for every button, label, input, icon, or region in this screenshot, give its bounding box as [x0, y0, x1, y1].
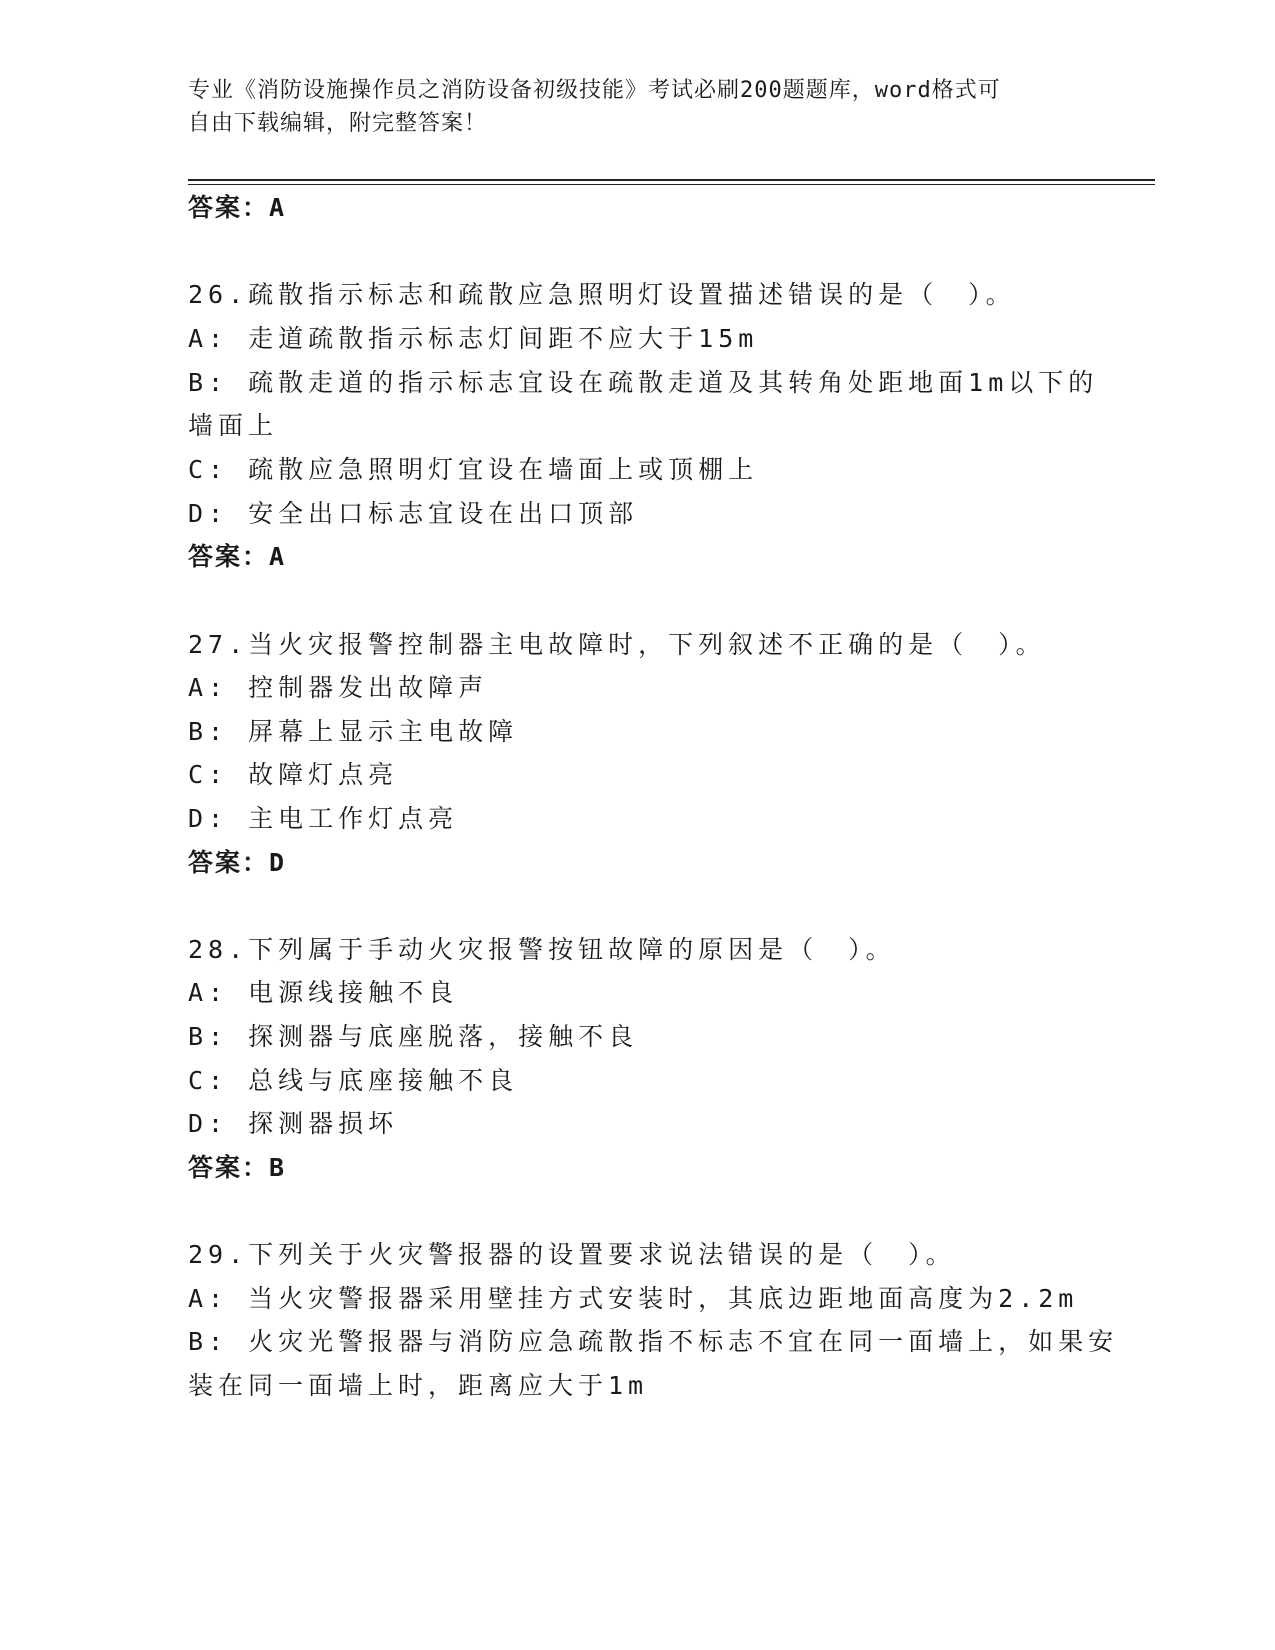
option-a: A: 电源线接触不良 [188, 978, 459, 1007]
option-c: C: 故障灯点亮 [188, 760, 399, 789]
option-d: D: 安全出口标志宜设在出口顶部 [188, 499, 639, 528]
option-b: B: 探测器与底座脱落，接触不良 [188, 1022, 639, 1051]
question-title: 26.疏散指示标志和疏散应急照明灯设置描述错误的是（ ）。 [188, 280, 1016, 309]
header-line-1: 专业《消防设施操作员之消防设备初级技能》考试必刷200题题库，word格式可 [188, 78, 1001, 103]
option-d: D: 探测器损坏 [188, 1109, 399, 1138]
option-a: A: 走道疏散指示标志灯间距不应大于15m [188, 324, 759, 353]
option-b-continued: 墙面上 [188, 411, 279, 440]
header-line-2: 自由下载编辑，附完整答案！ [188, 111, 488, 136]
question-title: 28.下列属于手动火灾报警按钮故障的原因是（ ）。 [188, 935, 896, 964]
question-title: 29.下列关于火灾警报器的设置要求说法错误的是（ ）。 [188, 1240, 956, 1269]
option-b: B: 火灾光警报器与消防应急疏散指不标志不宜在同一面墙上，如果安 [188, 1327, 1119, 1356]
header-divider [188, 179, 1155, 181]
option-a: A: 当火灾警报器采用壁挂方式安装时，其底边距地面高度为2.2m [188, 1284, 1079, 1313]
answer-label: 答案：A [188, 542, 287, 571]
option-c: C: 总线与底座接触不良 [188, 1066, 519, 1095]
option-b-continued: 装在同一面墙上时，距离应大于1m [188, 1371, 649, 1400]
option-b: B: 屏幕上显示主电故障 [188, 717, 519, 746]
question-title: 27.当火灾报警控制器主电故障时，下列叙述不正确的是（ ）。 [188, 630, 1046, 659]
document-header [188, 74, 1088, 140]
option-c: C: 疏散应急照明灯宜设在墙面上或顶棚上 [188, 455, 759, 484]
option-a: A: 控制器发出故障声 [188, 673, 489, 702]
answer-label: 答案：A [188, 193, 287, 222]
option-b: B: 疏散走道的指示标志宜设在疏散走道及其转角处距地面1m以下的 [188, 368, 1099, 397]
answer-label: 答案：B [188, 1153, 287, 1182]
option-d: D: 主电工作灯点亮 [188, 804, 459, 833]
answer-label: 答案：D [188, 848, 287, 877]
header-divider-thin [188, 184, 1155, 185]
